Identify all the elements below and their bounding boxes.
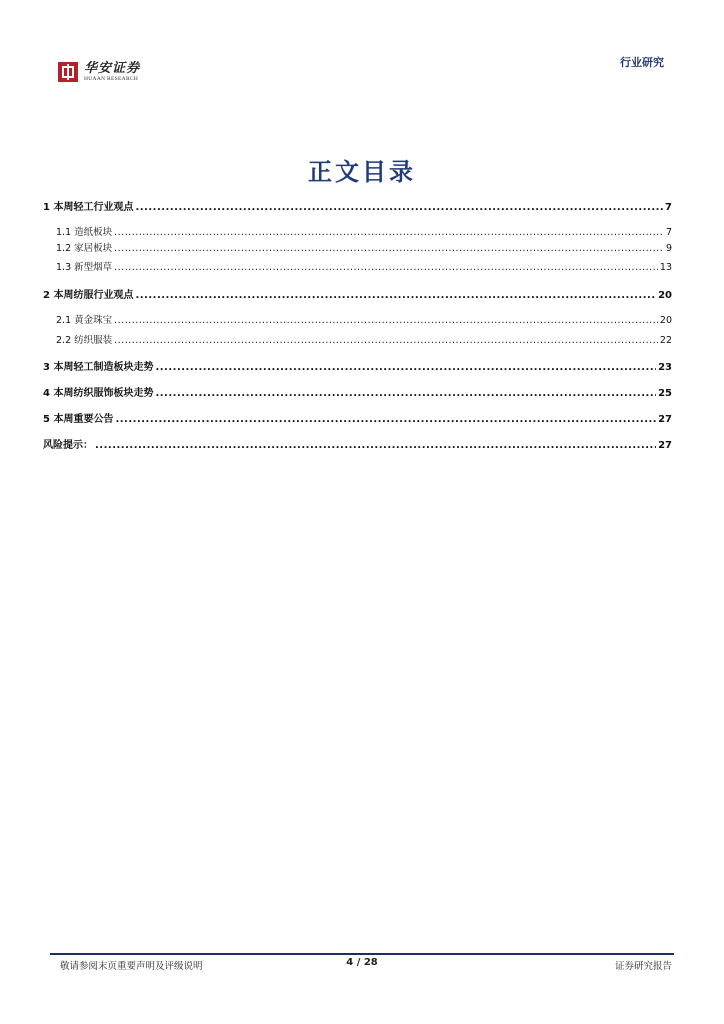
toc-entry[interactable] xyxy=(43,224,672,238)
toc-entry-label: 1.3 新型烟草 xyxy=(56,262,113,273)
toc-entry-page-number: 7 xyxy=(665,202,672,213)
page-indicator: 4 / 28 xyxy=(346,957,378,968)
toc-entry-page-number: 13 xyxy=(659,262,672,273)
toc-dot-leader xyxy=(95,440,656,451)
toc-entry[interactable] xyxy=(43,286,672,301)
toc-dot-leader xyxy=(114,227,664,238)
logo-chinese-name: 华安证券 xyxy=(84,60,141,76)
footer-disclaimer: 敬请参阅末页重要声明及评级说明 xyxy=(60,961,203,972)
section-label: 行业研究 xyxy=(620,56,664,69)
page-title: 正文目录 xyxy=(308,157,416,186)
toc-entry[interactable] xyxy=(43,436,672,451)
toc-entry-page-number: 20 xyxy=(658,290,672,301)
toc-entry-label: 风险提示： xyxy=(43,440,93,451)
footer-report-type: 证券研究报告 xyxy=(614,961,672,972)
toc-entry-label: 2 本周纺服行业观点 xyxy=(43,290,134,301)
toc-dot-leader xyxy=(114,335,658,346)
toc-dot-leader xyxy=(114,243,664,254)
toc-entry[interactable] xyxy=(43,384,672,399)
logo-english-name: HUAAN RESEARCH xyxy=(84,75,139,82)
toc-entry-label: 2.2 纺织服装 xyxy=(56,335,113,346)
toc-entry-label: 1 本周轻工行业观点 xyxy=(43,202,134,213)
toc-dot-leader xyxy=(114,262,658,273)
toc-entry-label: 4 本周纺织服饰板块走势 xyxy=(43,388,154,399)
toc-entry[interactable] xyxy=(43,259,672,273)
footer-divider xyxy=(50,953,674,955)
toc-dot-leader xyxy=(155,362,656,373)
toc-entry-page-number: 27 xyxy=(658,414,672,425)
toc-entry[interactable] xyxy=(43,312,672,326)
toc-dot-leader xyxy=(114,315,658,326)
toc-entry-page-number: 7 xyxy=(665,227,672,238)
toc-entry-label: 2.1 黄金珠宝 xyxy=(56,315,113,326)
logo-text xyxy=(84,62,140,83)
toc-dot-leader xyxy=(135,290,656,301)
toc-entry[interactable] xyxy=(43,240,672,254)
toc-dot-leader xyxy=(135,202,663,213)
toc-entry-label: 1.1 造纸板块 xyxy=(56,227,113,238)
toc-entry[interactable] xyxy=(43,358,672,373)
toc-entry-page-number: 25 xyxy=(658,388,672,399)
toc-entry-label: 1.2 家居板块 xyxy=(56,243,113,254)
toc-entry[interactable] xyxy=(43,198,672,213)
toc-entry-page-number: 20 xyxy=(659,315,672,326)
company-logo xyxy=(58,59,140,85)
toc-entry-label: 5 本周重要公告 xyxy=(43,414,114,425)
toc-entry-page-number: 9 xyxy=(665,243,672,254)
toc-entry[interactable] xyxy=(43,332,672,346)
toc-entry-label: 3 本周轻工制造板块走势 xyxy=(43,362,154,373)
logo-seal-icon xyxy=(58,62,78,82)
toc-entry[interactable] xyxy=(43,410,672,425)
toc-entry-page-number: 27 xyxy=(658,440,672,451)
toc-entry-page-number: 23 xyxy=(658,362,672,373)
toc-entry-page-number: 22 xyxy=(659,335,672,346)
toc-dot-leader xyxy=(155,388,656,399)
toc-dot-leader xyxy=(115,414,656,425)
